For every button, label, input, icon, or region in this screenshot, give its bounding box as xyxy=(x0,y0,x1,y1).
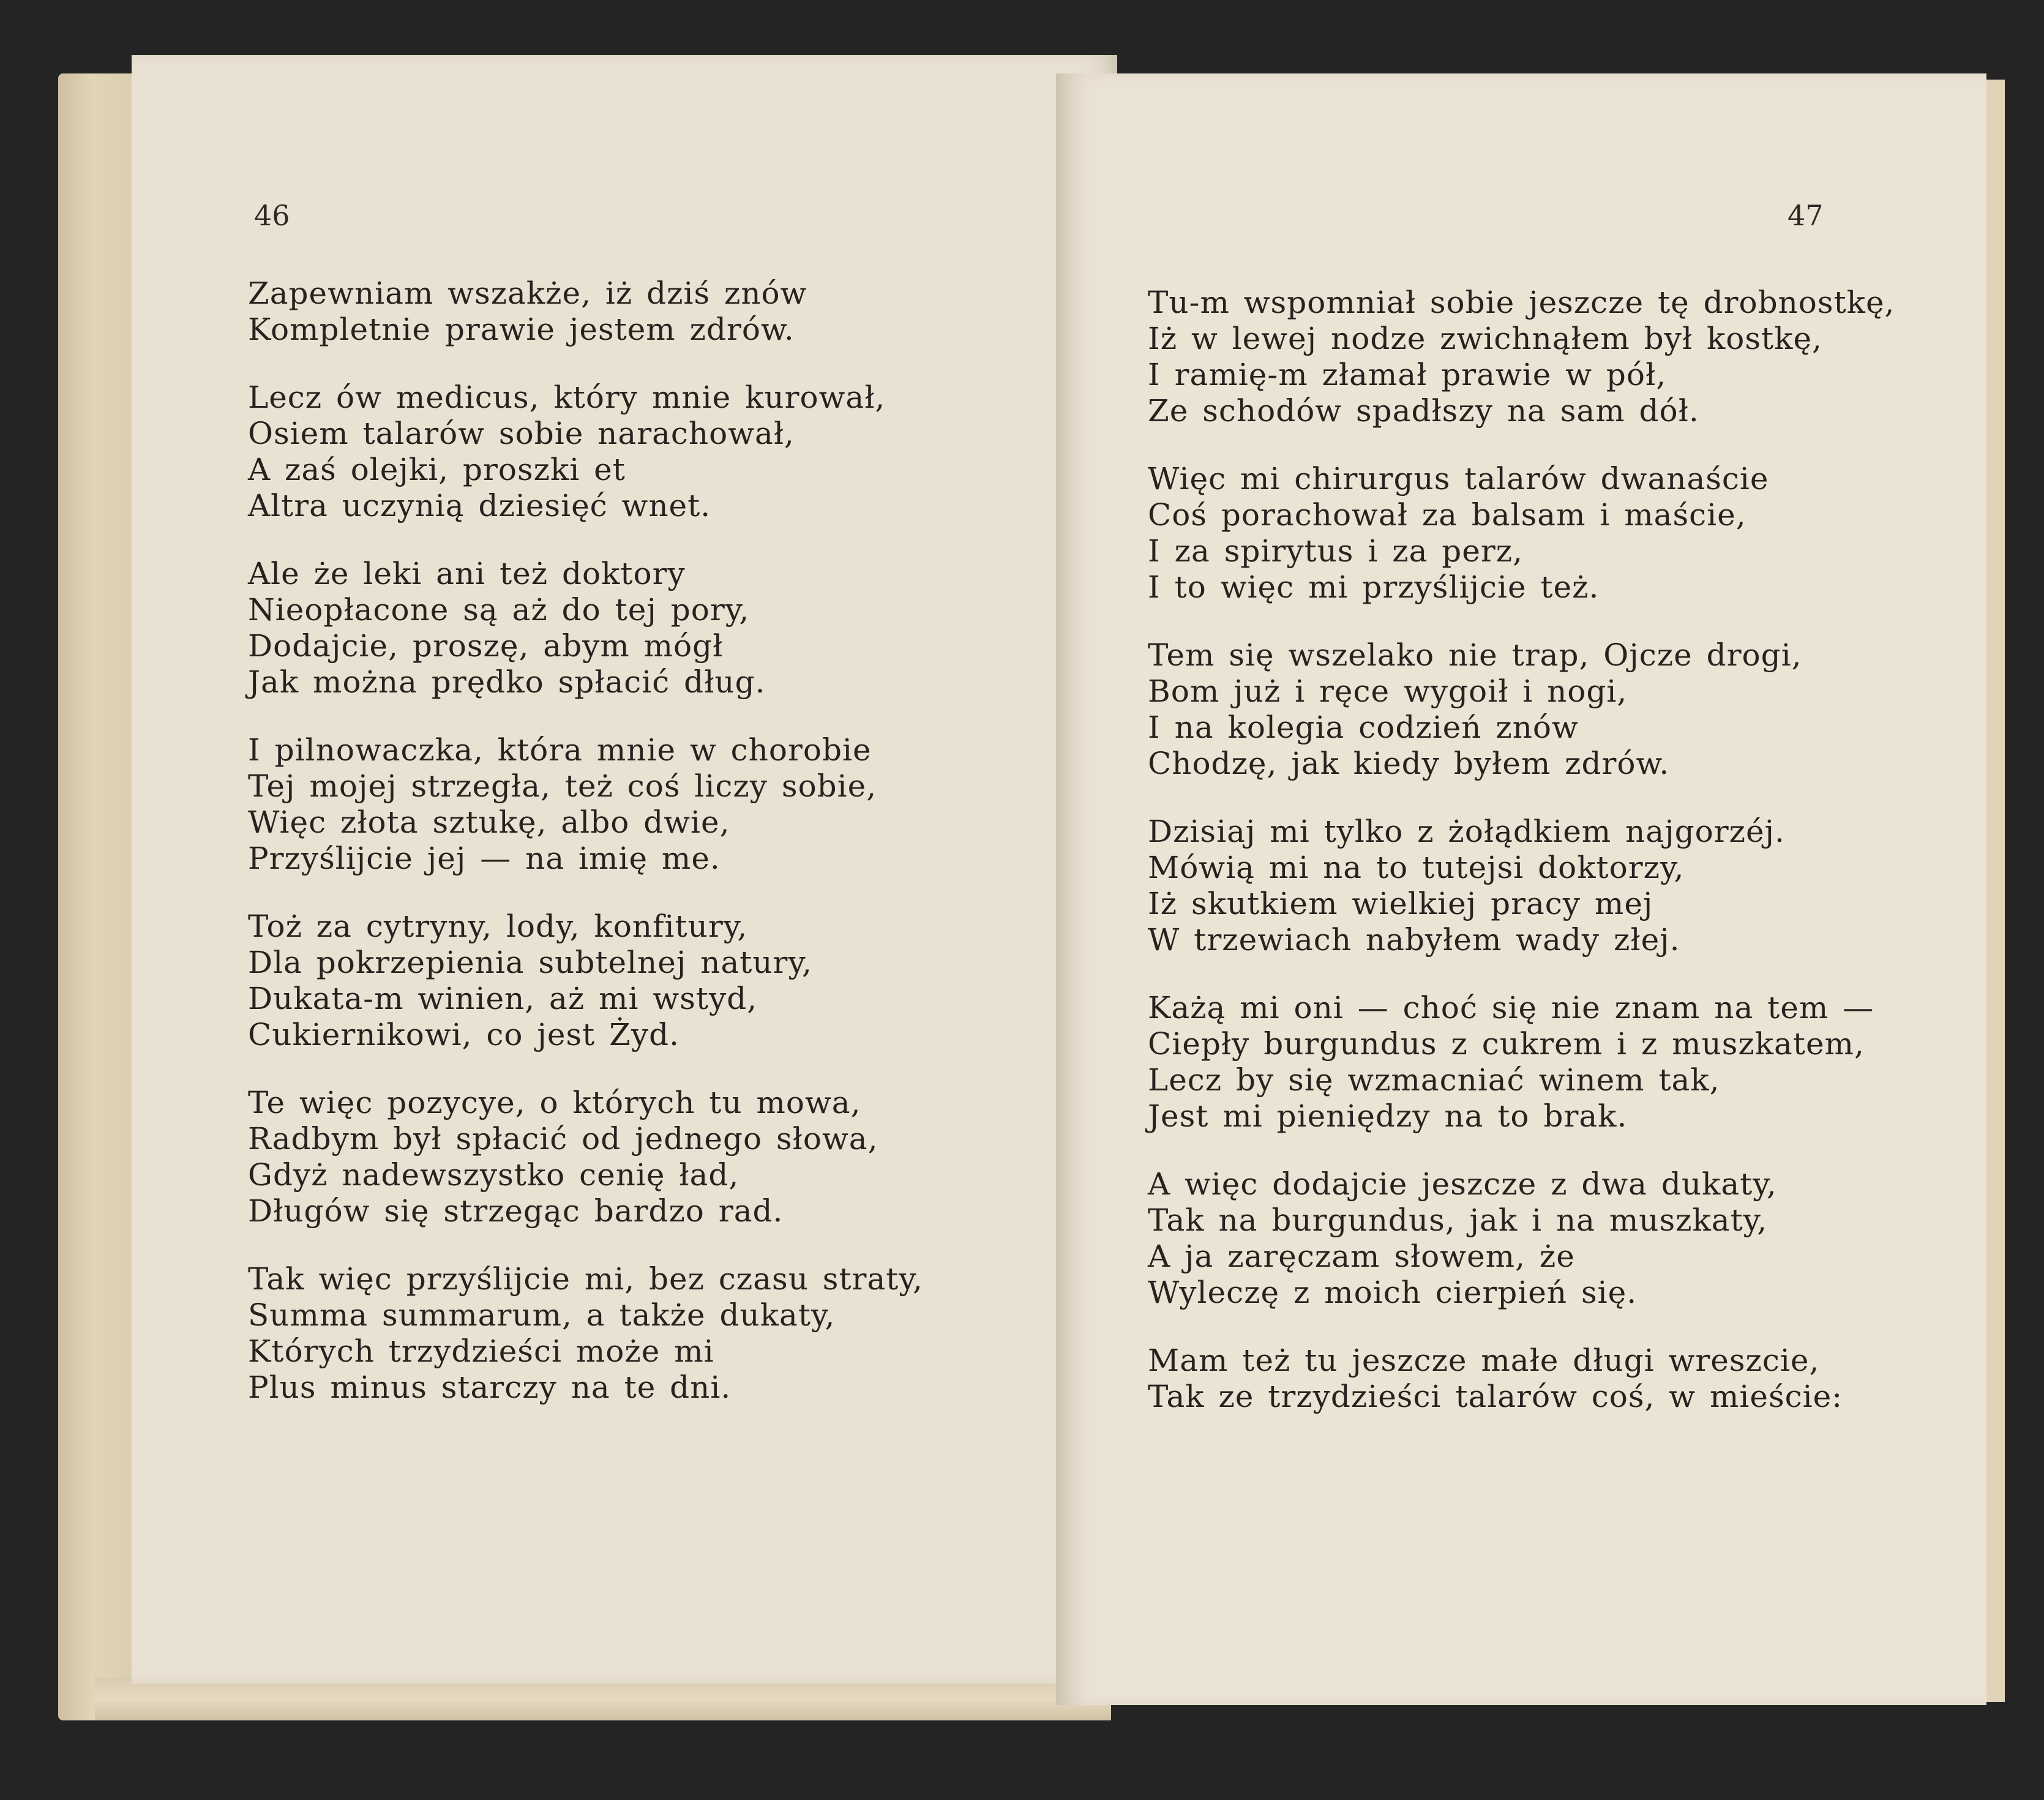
verse-line: Altra uczynią dziesięć wnet. xyxy=(248,488,711,523)
verse-line: Tej mojej strzegła, też coś liczy sobie, xyxy=(248,768,877,804)
page-number-right: 47 xyxy=(1788,199,1824,232)
verse-line: Tu-m wspomniał sobie jeszcze tę drobnostkę, xyxy=(1148,285,1895,320)
verse-line: I to więc mi przyślijcie też. xyxy=(1148,569,1600,605)
stanza xyxy=(248,276,1093,348)
verse-line: Długów się strzegąc bardzo rad. xyxy=(248,1193,784,1229)
verse-line: Te więc pozycye, o których tu mowa, xyxy=(248,1085,861,1120)
stanza xyxy=(248,1085,1093,1229)
stanza xyxy=(1148,1343,1962,1415)
verse-line: Plus minus starczy na te dni. xyxy=(248,1370,732,1405)
verse-line: Bom już i ręce wygoił i nogi, xyxy=(1148,673,1628,709)
verse-line: Chodzę, jak kiedy byłem zdrów. xyxy=(1148,746,1670,781)
verse-line: Tak na burgundus, jak i na muszkaty, xyxy=(1148,1202,1768,1238)
verse-line: Więc mi chirurgus talarów dwanaście xyxy=(1148,461,1769,497)
verse-line: Których trzydzieści może mi xyxy=(248,1333,714,1369)
verse-line: Iż skutkiem wielkiej pracy mej xyxy=(1148,886,1653,921)
verse-line: Summa summarum, a także dukaty, xyxy=(248,1297,836,1333)
verse-line: Tem się wszelako nie trap, Ojcze drogi, xyxy=(1148,637,1802,673)
open-book xyxy=(58,55,2005,1720)
verse-line: Ciepły burgundus z cukrem i z muszkatem, xyxy=(1148,1026,1865,1062)
verse-line: Dodajcie, proszę, abym mógł xyxy=(248,628,724,664)
verse-line: A więc dodajcie jeszcze z dwa dukaty, xyxy=(1148,1166,1777,1202)
verse-line: Więc złota sztukę, albo dwie, xyxy=(248,804,730,840)
verse-line: Toż za cytryny, lody, konfitury, xyxy=(248,909,748,944)
verse-line: Wyleczę z moich cierpień się. xyxy=(1148,1275,1638,1310)
verse-line: I za spirytus i za perz, xyxy=(1148,533,1524,569)
poem-left xyxy=(248,276,1093,1438)
verse-line: Dla pokrzepienia subtelnej natury, xyxy=(248,945,812,980)
verse-line: I ramię-m złamał prawie w pół, xyxy=(1148,357,1667,392)
verse-line: I pilnowaczka, która mnie w chorobie xyxy=(248,732,872,768)
verse-line: Coś porachował za balsam i maście, xyxy=(1148,497,1746,533)
verse-line: Tak ze trzydzieści talarów coś, w mieście: xyxy=(1148,1379,1843,1414)
stanza xyxy=(248,1261,1093,1406)
verse-line: Każą mi oni — choć się nie znam na tem — xyxy=(1148,990,1874,1026)
verse-line: I na kolegia codzień znów xyxy=(1148,710,1579,745)
verse-line: Ale że leki ani też doktory xyxy=(248,556,686,591)
stanza xyxy=(248,380,1093,524)
stanza xyxy=(1148,814,1962,958)
verse-line: Lecz ów medicus, który mnie kurował, xyxy=(248,380,886,415)
verse-line: Zapewniam wszakże, iż dziś znów xyxy=(248,276,807,311)
verse-line: Osiem talarów sobie narachował, xyxy=(248,416,795,451)
left-page xyxy=(132,55,1117,1684)
verse-line: Tak więc przyślijcie mi, bez czasu straty, xyxy=(248,1261,923,1297)
verse-line: Cukiernikowi, co jest Żyd. xyxy=(248,1017,680,1052)
stanza xyxy=(1148,1166,1962,1311)
poem-right xyxy=(1148,285,1962,1447)
page-number-left: 46 xyxy=(254,199,290,232)
verse-line: Radbym był spłacić od jednego słowa, xyxy=(248,1121,878,1157)
verse-line: Jest mi pieniędzy na to brak. xyxy=(1148,1098,1628,1134)
verse-line: A ja zaręczam słowem, że xyxy=(1148,1239,1575,1274)
verse-line: Jak można prędko spłacić dług. xyxy=(248,664,766,700)
verse-line: A zaś olejki, proszki et xyxy=(248,452,626,487)
stanza xyxy=(1148,285,1962,429)
verse-line: Dukata-m winien, aż mi wstyd, xyxy=(248,981,758,1016)
stanza xyxy=(1148,990,1962,1134)
right-page xyxy=(1056,73,1986,1705)
left-page-edges xyxy=(58,73,144,1720)
verse-line: Kompletnie prawie jestem zdrów. xyxy=(248,312,795,347)
stanza xyxy=(248,556,1093,700)
verse-line: Nieopłacone są aż do tej pory, xyxy=(248,592,750,628)
verse-line: Przyślijcie jej — na imię me. xyxy=(248,841,721,876)
verse-line: Lecz by się wzmacniać winem tak, xyxy=(1148,1062,1720,1098)
verse-line: Mam też tu jeszcze małe długi wreszcie, xyxy=(1148,1343,1820,1378)
verse-line: Mówią mi na to tutejsi doktorzy, xyxy=(1148,850,1685,885)
verse-line: Gdyż nadewszystko cenię ład, xyxy=(248,1157,739,1193)
stanza xyxy=(248,909,1093,1053)
verse-line: W trzewiach nabyłem wady złej. xyxy=(1148,922,1680,958)
stanza xyxy=(1148,461,1962,606)
stanza xyxy=(248,732,1093,877)
bottom-page-edges xyxy=(95,1678,1111,1720)
verse-line: Dzisiaj mi tylko z żołądkiem najgorzéj. xyxy=(1148,814,1785,849)
stanza xyxy=(1148,637,1962,782)
verse-line: Iż w lewej nodze zwichnąłem był kostkę, xyxy=(1148,321,1822,356)
verse-line: Ze schodów spadłszy na sam dół. xyxy=(1148,393,1699,429)
